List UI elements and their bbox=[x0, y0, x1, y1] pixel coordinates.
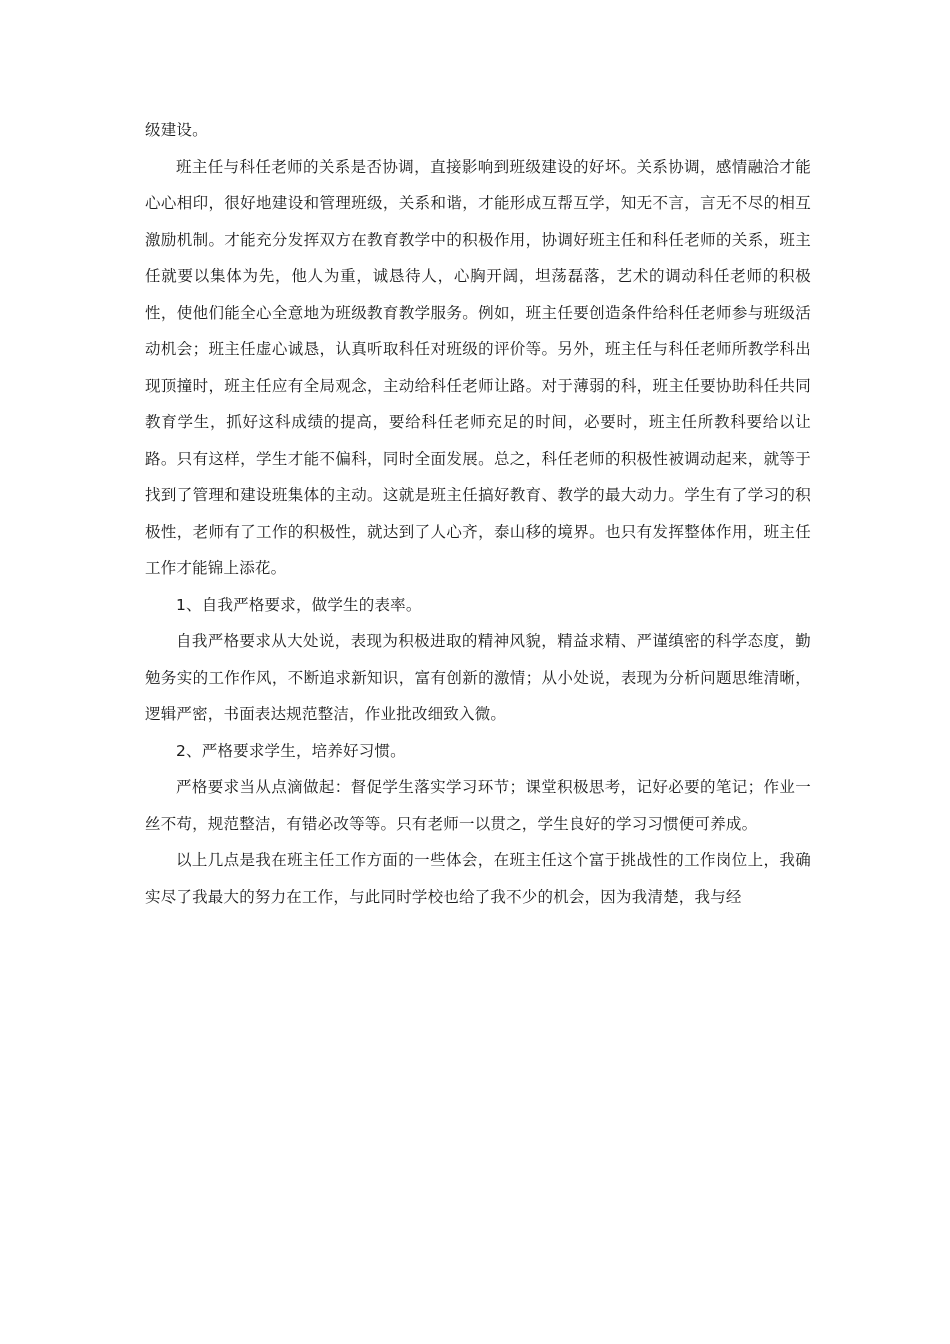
section-heading: 1、自我严格要求，做学生的表率。 bbox=[176, 595, 422, 614]
body-paragraph: 以上几点是我在班主任工作方面的一些体会，在班主任这个富于挑战性的工作岗位上，我确实尽了我最大的努力在工作，与此同时学校也给了我不少的机会，因为我清楚，我与经 bbox=[145, 851, 811, 906]
document-page bbox=[145, 112, 811, 915]
continuation-paragraph: 级建设。 bbox=[145, 121, 208, 139]
body-paragraph: 自我严格要求从大处说，表现为积极进取的精神风貌，精益求精、严谨缜密的科学态度，勤勉务实的工作作风，不断追求新知识，富有创新的激情；从小处说，表现为分析问题思维清晰，逻辑严密，书面表达规范整洁，作业批改细致入微。 bbox=[145, 632, 811, 723]
body-paragraph: 严格要求当从点滴做起：督促学生落实学习环节；课堂积极思考，记好必要的笔记；作业一丝不苟，规范整洁，有错必改等等。只有老师一以贯之，学生良好的学习习惯便可养成。 bbox=[145, 778, 811, 833]
section-heading: 2、严格要求学生，培养好习惯。 bbox=[176, 741, 406, 760]
body-paragraph: 班主任与科任老师的关系是否协调，直接影响到班级建设的好坏。关系协调，感情融洽才能心心相印，很好地建设和管理班级，关系和谐，才能形成互帮互学，知无不言，言无不尽的相互激励机制。才能充分发挥双方在教育教学中的积极作用，协调好班主任和科任老师的关系，班主任就要以集体为先，他人为重，诚恳待人，心胸开阔，坦荡磊落，艺术的调动科任老师的积极性，使他们能全心全意地为班级教育教学服务。例如，班主任要创造条件给科任老师参与班级活动机会；班主任虚心诚恳，认真听取科任对班级的评价等。另外，班主任与科任老师所教学科出现顶撞时，班主任应有全局观念，主动给科任老师让路。对于薄弱的科，班主任要协助科任共同教育学生，抓好这科成绩的提高，要给科任老师充足的时间，必要时，班主任所教科要给以让路。只有这样，学生才能不偏科，同时全面发展。总之，科任老师的积极性被调动起来，就等于找到了管理和建设班集体的主动。这就是班主任搞好教育、教学的最大动力。学生有了学习的积极性，老师有了工作的积极性，就达到了人心齐，泰山移的境界。也只有发挥整体作用，班主任工作才能锦上添花。 bbox=[145, 157, 811, 577]
